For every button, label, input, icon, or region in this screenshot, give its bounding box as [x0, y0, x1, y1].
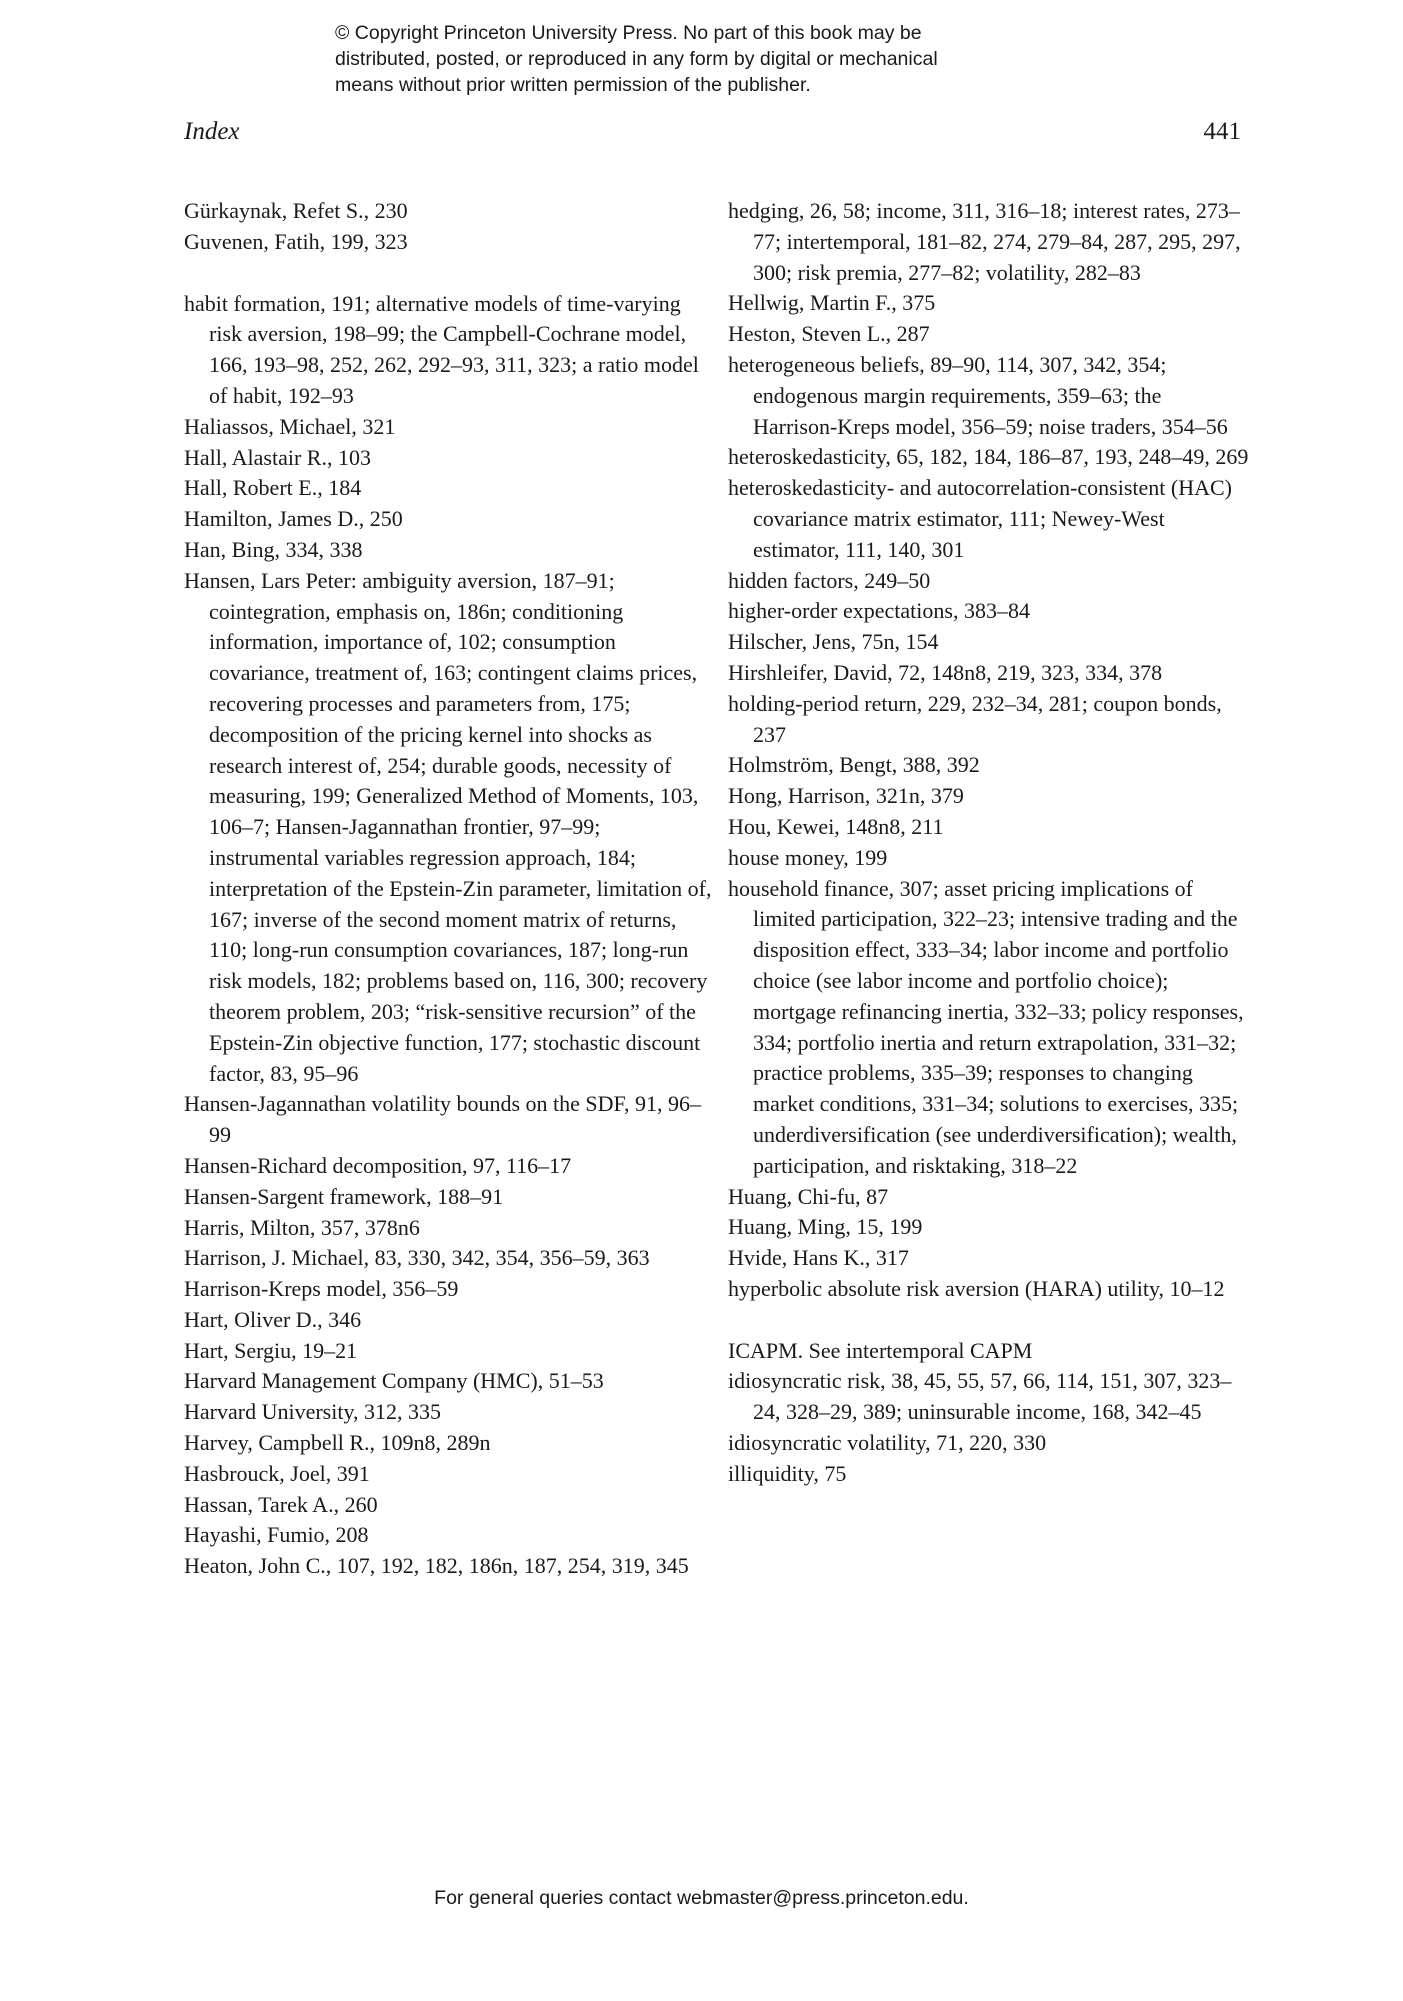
index-entry: Hansen-Richard decomposition, 97, 116–17 — [184, 1152, 572, 1178]
copyright-notice — [335, 20, 1095, 98]
index-entry: Hasbrouck, Joel, 391 — [184, 1460, 370, 1486]
index-entry: Holmström, Bengt, 388, 392 — [728, 752, 980, 778]
index-entry: Harris, Milton, 357, 378n6 — [184, 1214, 420, 1240]
index-entry: Heaton, John C., 107, 192, 182, 186n, 187, 254, 319, 345 — [184, 1553, 689, 1579]
index-entry: Hart, Oliver D., 346 — [184, 1306, 362, 1332]
index-entry: habit formation, 191; alternative models of time-varying risk aversion, 198–99; the Campbell-Cochrane model, 166, 193–98, 252, 262, 292–93, 311, 323; a ratio model of habit, 192–93 — [184, 290, 699, 408]
index-entry: Harvard University, 312, 335 — [184, 1399, 442, 1425]
index-entry: heteroskedasticity, 65, 182, 184, 186–87, 193, 248–49, 269 — [728, 444, 1249, 470]
index-entry: Huang, Chi-fu, 87 — [728, 1183, 889, 1209]
index-entry: Hamilton, James D., 250 — [184, 506, 403, 532]
running-head: Index — [184, 118, 240, 145]
index-entry: Huang, Ming, 15, 199 — [728, 1214, 923, 1240]
copyright-line: means without prior written permission of the publisher. — [335, 74, 811, 96]
index-entry: idiosyncratic volatility, 71, 220, 330 — [728, 1430, 1047, 1456]
index-entry: idiosyncratic risk, 38, 45, 55, 57, 66, 114, 151, 307, 323–24, 328–29, 389; uninsurable income, 168, 342–45 — [728, 1368, 1232, 1425]
index-entry: Gürkaynak, Refet S., 230 — [184, 198, 408, 223]
index-entry: Harrison-Kreps model, 356–59 — [184, 1276, 459, 1302]
index-entry: hidden factors, 249–50 — [728, 567, 931, 593]
index-entry: Haliassos, Michael, 321 — [184, 413, 396, 439]
index-section-gap — [184, 258, 714, 289]
index-entry: heterogeneous beliefs, 89–90, 114, 307, 342, 354; endogenous margin requirements, 359–63; the Harrison-Kreps model, 356–59; noise traders, 354–56 — [728, 351, 1228, 439]
index-column-left — [184, 196, 714, 1582]
index-entry: Hou, Kewei, 148n8, 211 — [728, 813, 944, 839]
index-entry: Hayashi, Fumio, 208 — [184, 1522, 369, 1548]
index-entry: Hellwig, Martin F., 375 — [728, 290, 936, 316]
page-number: 441 — [1203, 118, 1241, 145]
index-entry: heteroskedasticity- and autocorrelation-consistent (HAC) covariance matrix estimator, 111; Newey-West estimator, 111, 140, 301 — [728, 475, 1233, 562]
index-entry: Hart, Sergiu, 19–21 — [184, 1337, 358, 1363]
footer-contact: For general queries contact webmaster@press.princeton.edu. — [434, 1887, 969, 1909]
index-entry: Hilscher, Jens, 75n, 154 — [728, 629, 939, 655]
copyright-line: © Copyright Princeton University Press. No part of this book may be — [335, 22, 922, 44]
index-entry: Hvide, Hans K., 317 — [728, 1245, 909, 1271]
index-entry: Hansen-Sargent framework, 188–91 — [184, 1183, 504, 1209]
index-entry: hyperbolic absolute risk aversion (HARA) utility, 10–12 — [728, 1275, 1225, 1301]
index-entry: Hall, Robert E., 184 — [184, 475, 362, 501]
index-entry: hedging, 26, 58; income, 311, 316–18; interest rates, 273–77; intertemporal, 181–82, 274, 279–84, 287, 295, 297, 300; risk premia, 277–82; volatility, 282–83 — [728, 198, 1241, 285]
index-entry: Harvard Management Company (HMC), 51–53 — [184, 1368, 604, 1394]
index-entry: Harvey, Campbell R., 109n8, 289n — [184, 1430, 491, 1456]
index-entry: Harrison, J. Michael, 83, 330, 342, 354, 356–59, 363 — [184, 1245, 650, 1271]
index-entry: Guvenen, Fatih, 199, 323 — [184, 228, 408, 254]
index-column-right — [728, 196, 1250, 1490]
copyright-line: distributed, posted, or reproduced in any form by digital or mechanical — [335, 48, 938, 70]
index-entry: household finance, 307; asset pricing implications of limited participation, 322–23; intensive trading and the disposition effect, 333–34; labor income and portfolio choice (see labor income and portfolio choice); mortgage refinancing inertia, 332–33; policy responses, 334; portfolio inertia and return extrapolation, 331–32; practice problems, 335–39; responses to changing market conditions, 331–34; solutions to exercises, 335; underdiversification (see underdiversification); wealth, participation, and risktaking, 318–22 — [728, 875, 1244, 1178]
index-section-gap — [728, 1305, 1250, 1336]
index-entry: Hansen, Lars Peter: ambiguity aversion, 187–91; cointegration, emphasis on, 186n; conditioning information, importance of, 102; consumption covariance, treatment of, 163; contingent claims prices, recovering processes and parameters from, 175; decomposition of the pricing kernel into shocks as research interest of, 254; durable goods, necessity of measuring, 199; Generalized Method of Moments, 103, 106–7; Hansen-Jagannathan frontier, 97–99; instrumental variables regression approach, 184; interpretation of the Epstein-Zin parameter, limitation of, 167; inverse of the second moment matrix of returns, 110; long-run consumption covariances, 187; long-run risk models, 182; problems based on, 116, 300; recovery theorem problem, 203; “risk-sensitive recursion” of the Epstein-Zin objective function, 177; stochastic discount factor, 83, 95–96 — [184, 567, 712, 1086]
index-entry: Heston, Steven L., 287 — [728, 321, 930, 347]
index-entry: ICAPM. See intertemporal CAPM — [728, 1337, 1033, 1363]
index-entry: Hassan, Tarek A., 260 — [184, 1491, 378, 1517]
index-entry: holding-period return, 229, 232–34, 281; coupon bonds, 237 — [728, 690, 1222, 747]
index-entry: Hong, Harrison, 321n, 379 — [728, 783, 964, 809]
index-entry: house money, 199 — [728, 844, 888, 870]
index-entry: higher-order expectations, 383–84 — [728, 598, 1030, 624]
index-entry: Hirshleifer, David, 72, 148n8, 219, 323, 334, 378 — [728, 659, 1163, 685]
index-entry: Hall, Alastair R., 103 — [184, 444, 371, 470]
index-entry: illiquidity, 75 — [728, 1460, 847, 1486]
index-entry: Hansen-Jagannathan volatility bounds on the SDF, 91, 96–99 — [184, 1091, 702, 1148]
index-entry: Han, Bing, 334, 338 — [184, 536, 363, 562]
